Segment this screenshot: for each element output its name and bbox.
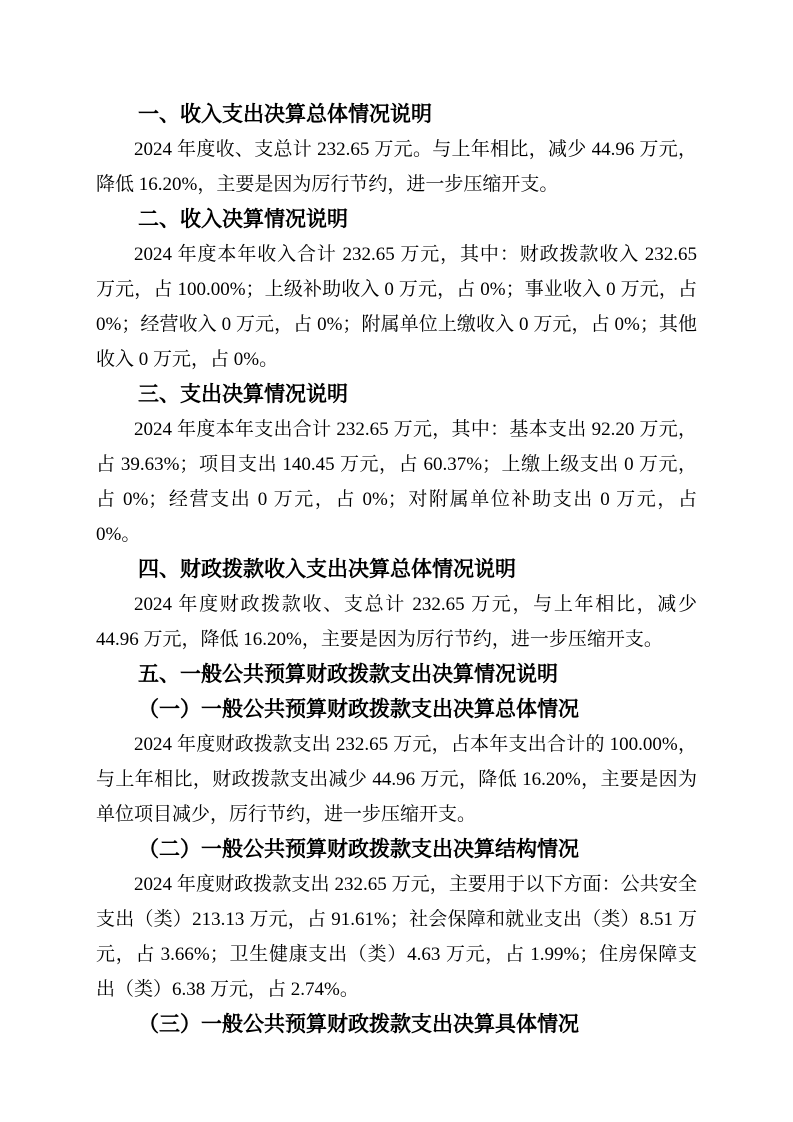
section-5-subheading-1: （一）一般公共预算财政拨款支出决算总体情况	[138, 698, 579, 721]
section-5-subheading-2: （二）一般公共预算财政拨款支出决算结构情况	[138, 838, 579, 861]
section-1-paragraph: 2024 年度收、支总计 232.65 万元。与上年相比，减少 44.96 万元，降低 16.20%，主要是因为厉行节约，进一步压缩开支。	[96, 139, 697, 195]
section-3-paragraph: 2024 年度本年支出合计 232.65 万元，其中：基本支出 92.20 万元，占 39.63%；项目支出 140.45 万元，占 60.37%；上缴上级支出 0 万元，占 0%；经营支出 0 万元，占 0%；对附属单位补助支出 0 万元，占 0%。	[96, 419, 697, 545]
section-2-heading: 二、收入决算情况说明	[138, 208, 348, 231]
section-1-heading: 一、收入支出决算总体情况说明	[138, 103, 432, 126]
section-5-subheading-3: （三）一般公共预算财政拨款支出决算具体情况	[138, 1013, 579, 1036]
section-4-paragraph: 2024 年度财政拨款收、支总计 232.65 万元，与上年相比，减少 44.96 万元，降低 16.20%，主要是因为厉行节约，进一步压缩开支。	[96, 594, 697, 650]
section-2-paragraph: 2024 年度本年收入合计 232.65 万元，其中：财政拨款收入 232.65 万元，占 100.00%；上级补助收入 0 万元，占 0%；事业收入 0 万元，占 0%；经营收入 0 万元，占 0%；附属单位上缴收入 0 万元，占 0%；其他收入 0 万元，占 0%。	[96, 244, 697, 370]
section-5-heading: 五、一般公共预算财政拨款支出决算情况说明	[138, 663, 558, 686]
section-4-heading: 四、财政拨款收入支出决算总体情况说明	[138, 558, 516, 581]
section-3-heading: 三、支出决算情况说明	[138, 383, 348, 406]
section-5-paragraph-1: 2024 年度财政拨款支出 232.65 万元，占本年支出合计的 100.00%，与上年相比，财政拨款支出减少 44.96 万元，降低 16.20%，主要是因为单位项目减少，厉行节约，进一步压缩开支。	[96, 734, 697, 825]
section-5-paragraph-2: 2024 年度财政拨款支出 232.65 万元，主要用于以下方面：公共安全支出（类）213.13 万元，占 91.61%；社会保障和就业支出（类）8.51 万元，占 3.66%；卫生健康支出（类）4.63 万元，占 1.99%；住房保障支出（类）6.38 万元，占 2.74%。	[96, 874, 697, 1000]
